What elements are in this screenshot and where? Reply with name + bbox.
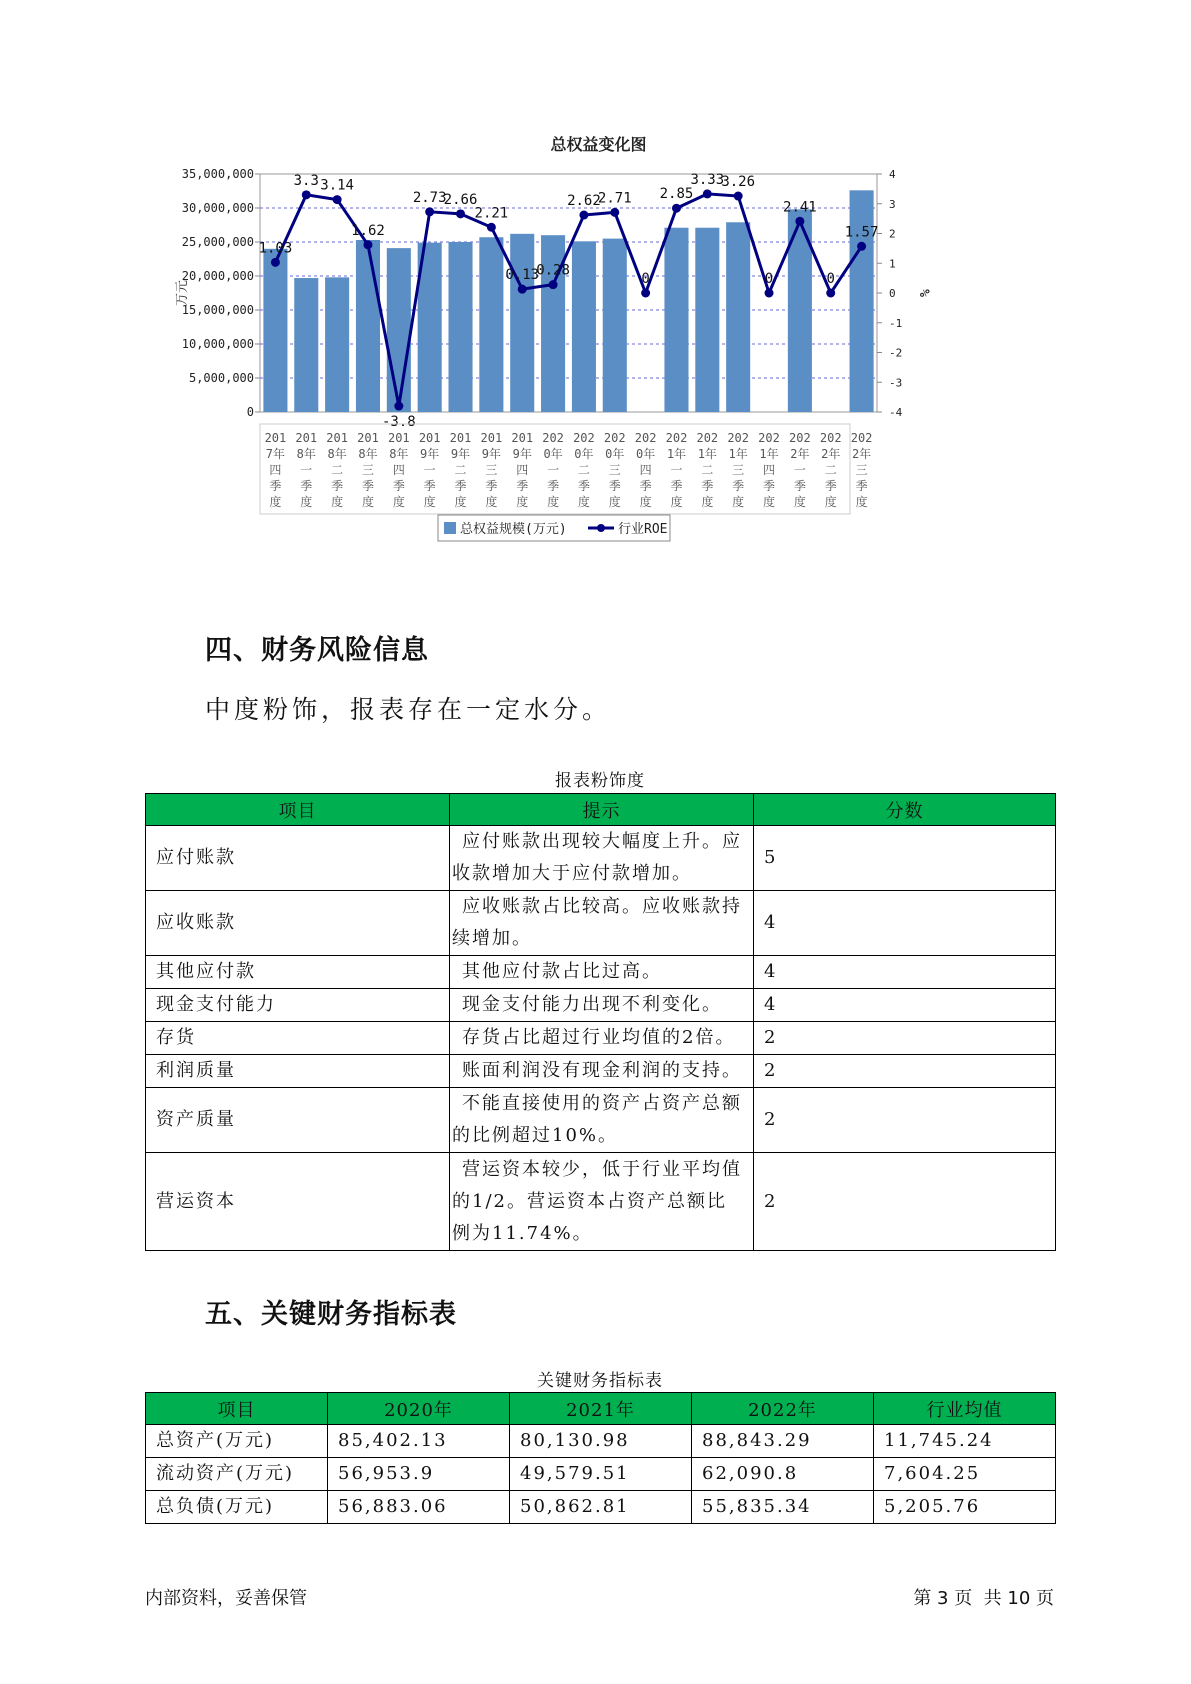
roe-point: [518, 285, 527, 294]
column-header: 行业均值: [874, 1393, 1056, 1425]
risk-item: 存货: [146, 1022, 450, 1055]
legend-line-marker: [597, 524, 605, 532]
bar: [294, 278, 318, 412]
risk-hint: 其他应付款占比过高。: [450, 956, 754, 989]
column-header: 提示: [450, 794, 754, 826]
risk-score: 2: [754, 1055, 1056, 1088]
x-tick-label: 202 1年二季度: [696, 431, 719, 509]
indicator-value: 88,843.29: [692, 1425, 874, 1458]
roe-point: [549, 280, 558, 289]
legend-line-label: 行业ROE: [618, 522, 668, 537]
roe-data-label: 2.85: [659, 186, 694, 203]
column-header: 2020年: [328, 1393, 510, 1425]
footer-page-number: 第 3 页 共 10 页: [913, 1588, 1054, 1609]
roe-data-label: 2.73: [412, 189, 447, 206]
roe-data-label: 1.62: [351, 222, 385, 239]
x-tick-label: 202 0年二季度: [573, 431, 595, 509]
column-header: 项目: [146, 794, 450, 826]
y-tick-label: 5,000,000: [188, 371, 254, 385]
x-tick-label: 202 0年一季度: [542, 431, 564, 509]
roe-data-label: -3.8: [381, 414, 416, 431]
indicator-value: 56,883.06: [328, 1491, 510, 1524]
roe-point: [302, 190, 311, 199]
column-header: 2021年: [510, 1393, 692, 1425]
x-tick-label: 202 2年二季度: [819, 431, 842, 509]
equity-chart: [150, 130, 970, 600]
table-row: [146, 1088, 1056, 1153]
roe-point: [425, 207, 434, 216]
y2-tick-label: -2: [889, 346, 903, 360]
roe-data-label: 2.41: [783, 199, 817, 216]
footer-confidential-note: 内部资料，妥善保管: [145, 1588, 307, 1609]
roe-data-label: 2.62: [567, 193, 601, 210]
risk-hint: 账面利润没有现金利润的支持。: [450, 1055, 754, 1088]
table-row: [146, 1425, 1056, 1458]
y-tick-label: 35,000,000: [181, 167, 254, 181]
y-tick-label: 15,000,000: [181, 303, 254, 317]
bar: [510, 234, 534, 412]
y-tick-label: 30,000,000: [181, 201, 254, 215]
roe-data-label: 2.21: [474, 205, 509, 222]
table-row: [146, 1491, 1056, 1524]
risk-item: 应收账款: [146, 891, 450, 956]
y2-tick-label: 0: [889, 287, 896, 300]
roe-data-label: 0: [764, 271, 774, 287]
bar: [572, 241, 596, 412]
y-axis-label: 万元: [175, 279, 190, 307]
roe-data-label: 3.26: [721, 174, 756, 191]
risk-score: 2: [754, 1153, 1056, 1251]
roe-point: [456, 209, 465, 218]
roe-data-label: 3.33: [690, 171, 725, 188]
x-tick-label: 202 1年三季度: [727, 431, 750, 509]
x-tick-label: 201 8年三季度: [357, 431, 379, 509]
indicator-value: 7,604.25: [874, 1458, 1056, 1491]
risk-table-header-row: [146, 794, 1056, 826]
y2-tick-label: -3: [889, 376, 903, 390]
x-tick-label: 201 8年四季度: [387, 431, 410, 509]
indicator-value: 62,090.8: [692, 1458, 874, 1491]
x-tick-label: 202 2年一季度: [789, 431, 811, 509]
indicator-value: 5,205.76: [874, 1491, 1056, 1524]
column-header: 2022年: [692, 1393, 874, 1425]
indicator-value: 55,835.34: [692, 1491, 874, 1524]
bar: [695, 228, 719, 412]
roe-data-label: 0: [826, 271, 835, 287]
column-header: 项目: [146, 1393, 328, 1425]
roe-data-label: 2.71: [597, 190, 632, 207]
bar: [664, 228, 688, 412]
indicator-value: 49,579.51: [510, 1458, 692, 1491]
x-tick-label: 202 2年三季度: [850, 431, 873, 509]
roe-data-label: 2.66: [443, 191, 478, 208]
roe-point: [857, 242, 866, 251]
x-tick-label: 201 8年二季度: [326, 431, 348, 509]
roe-point: [271, 258, 280, 267]
y-tick-label: 25,000,000: [181, 235, 254, 249]
chart-title: 总权益变化图: [550, 135, 647, 154]
roe-point: [579, 211, 588, 220]
y-tick-label: 20,000,000: [181, 269, 254, 283]
roe-data-label: 0.28: [536, 262, 570, 279]
indicator-name: 总资产(万元): [146, 1425, 328, 1458]
table-row: [146, 1055, 1056, 1088]
roe-point: [487, 223, 496, 232]
risk-item: 资产质量: [146, 1088, 450, 1153]
x-tick-label: 201 9年二季度: [449, 431, 472, 509]
table-row: [146, 989, 1056, 1022]
legend-bar-swatch: [444, 522, 456, 534]
roe-data-label: 0: [641, 271, 650, 287]
y2-tick-label: 2: [889, 227, 896, 241]
column-header: 分数: [754, 794, 1056, 826]
y-tick-label: 0: [246, 405, 254, 419]
legend-bar-label: 总权益规模(万元): [460, 522, 567, 537]
risk-item: 其他应付款: [146, 956, 450, 989]
indicator-name: 流动资产(万元): [146, 1458, 328, 1491]
bar: [325, 277, 349, 412]
table-row: [146, 956, 1056, 989]
risk-score: 4: [754, 891, 1056, 956]
x-tick-label: 202 1年一季度: [665, 431, 688, 509]
y2-tick-label: 4: [889, 168, 896, 181]
roe-data-label: 1.03: [258, 240, 293, 257]
roe-point: [703, 189, 712, 198]
risk-score: 5: [754, 826, 1056, 891]
y-tick-label: 10,000,000: [181, 337, 254, 351]
table-row: [146, 1458, 1056, 1491]
bar: [263, 249, 287, 412]
equity-chart-svg: [150, 130, 970, 600]
roe-point: [333, 195, 342, 204]
indicator-value: 50,862.81: [510, 1491, 692, 1524]
x-tick-label: 201 8年一季度: [295, 431, 318, 509]
risk-hint: 应付账款出现较大幅度上升。应收款增加大于应付款增加。: [450, 826, 754, 891]
y2-tick-label: -4: [889, 406, 903, 419]
table-row: [146, 1153, 1056, 1251]
bar: [603, 239, 627, 412]
indicator-name: 总负债(万元): [146, 1491, 328, 1524]
bar: [448, 242, 472, 412]
roe-point: [765, 289, 774, 298]
risk-score: 2: [754, 1088, 1056, 1153]
risk-table: [145, 793, 1056, 1251]
risk-score: 4: [754, 956, 1056, 989]
risk-item: 现金支付能力: [146, 989, 450, 1022]
risk-table-caption: 报表粉饰度: [555, 771, 645, 791]
indicator-table-caption: 关键财务指标表: [537, 1371, 663, 1391]
table-row: [146, 891, 1056, 956]
x-tick-label: 202 0年四季度: [634, 431, 657, 509]
x-tick-label: 201 9年三季度: [480, 431, 503, 509]
roe-data-label: 3.14: [320, 177, 354, 194]
roe-data-label: 0.13: [505, 267, 540, 284]
risk-score: 4: [754, 989, 1056, 1022]
bar: [726, 222, 750, 412]
bar: [387, 248, 411, 412]
x-tick-label: 202 0年三季度: [603, 431, 626, 509]
y2-tick-label: 3: [889, 197, 896, 211]
risk-item: 营运资本: [146, 1153, 450, 1251]
section-heading-key-indicators: 五、关键财务指标表: [205, 1299, 457, 1330]
x-tick-label: 201 9年一季度: [418, 431, 441, 509]
indicator-value: 11,745.24: [874, 1425, 1056, 1458]
roe-data-label: 3.3: [293, 172, 319, 189]
risk-score: 2: [754, 1022, 1056, 1055]
roe-point: [394, 402, 403, 411]
bar: [479, 237, 503, 412]
x-tick-label: 202 1年四季度: [758, 431, 780, 509]
y2-tick-label: 1: [889, 257, 896, 271]
risk-hint: 存货占比超过行业均值的2倍。: [450, 1022, 754, 1055]
indicator-table: [145, 1392, 1056, 1524]
roe-point: [672, 204, 681, 213]
table-row: [146, 826, 1056, 891]
risk-item: 利润质量: [146, 1055, 450, 1088]
risk-summary-text: 中度粉饰，报表存在一定水分。: [205, 695, 612, 724]
roe-point: [734, 192, 743, 201]
section-heading-financial-risk: 四、财务风险信息: [205, 635, 429, 666]
table-row: [146, 1022, 1056, 1055]
risk-item: 应付账款: [146, 826, 450, 891]
roe-data-label: 1.57: [844, 224, 879, 241]
indicator-table-header-row: [146, 1393, 1056, 1425]
roe-point: [826, 289, 835, 298]
risk-hint: 营运资本较少，低于行业平均值的1/2。营运资本占资产总额比例为11.74%。: [450, 1153, 754, 1251]
roe-point: [363, 240, 372, 249]
y2-tick-label: -1: [889, 316, 903, 330]
x-tick-label: 201 7年四季度: [264, 431, 287, 509]
risk-hint: 现金支付能力出现不利变化。: [450, 989, 754, 1022]
x-tick-label: 201 9年四季度: [511, 431, 534, 509]
risk-hint: 不能直接使用的资产占资产总额的比例超过10%。: [450, 1088, 754, 1153]
y2-axis-label: %: [916, 289, 931, 297]
roe-point: [610, 208, 619, 217]
indicator-value: 85,402.13: [328, 1425, 510, 1458]
indicator-value: 80,130.98: [510, 1425, 692, 1458]
risk-hint: 应收账款占比较高。应收账款持续增加。: [450, 891, 754, 956]
indicator-value: 56,953.9: [328, 1458, 510, 1491]
roe-point: [795, 217, 804, 226]
bar: [356, 240, 380, 412]
roe-point: [641, 289, 650, 298]
